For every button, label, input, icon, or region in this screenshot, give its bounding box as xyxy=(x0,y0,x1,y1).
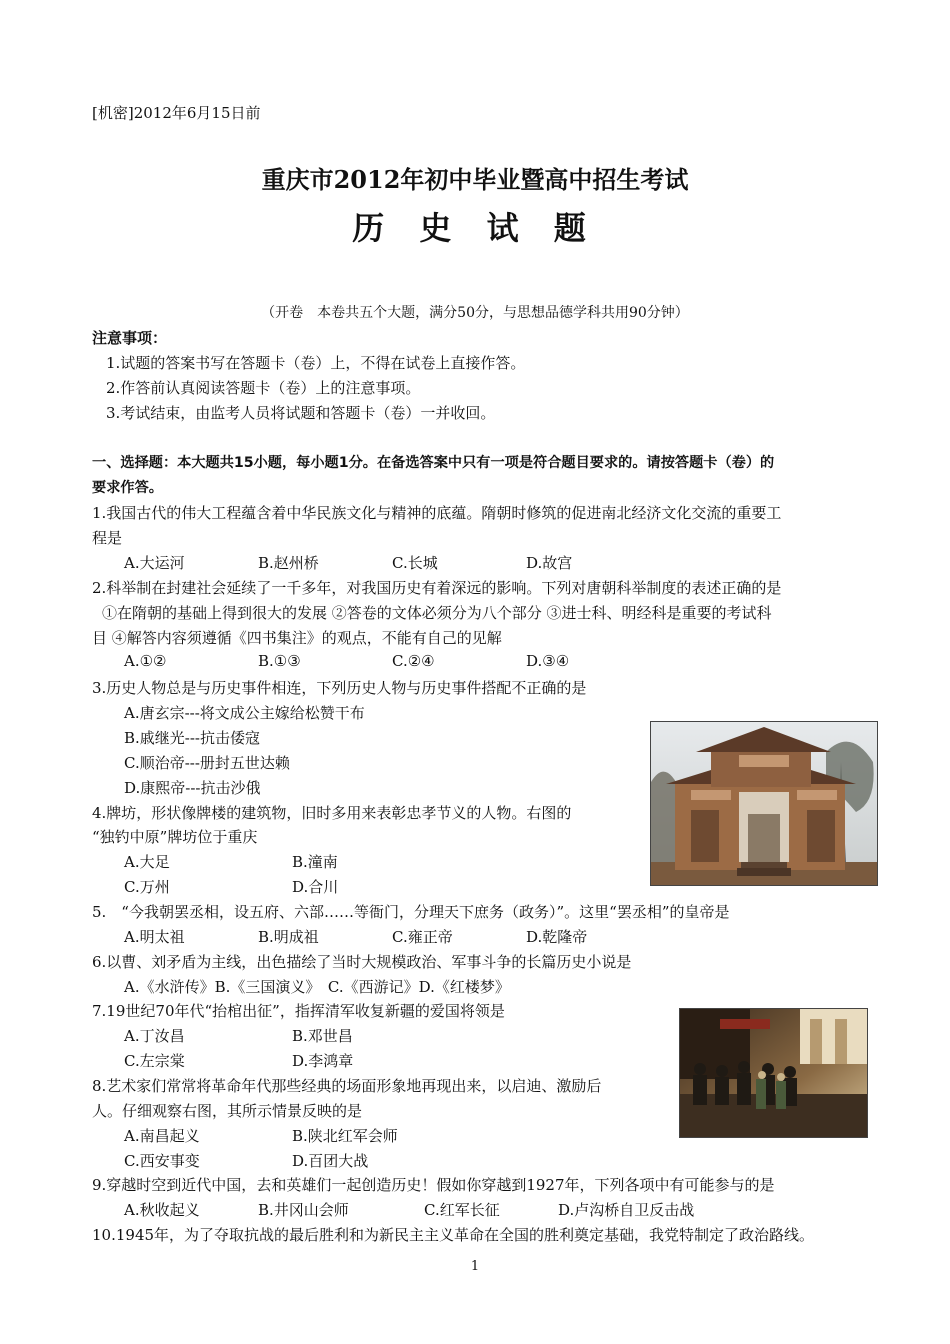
option: C.万州 xyxy=(124,878,170,896)
option: B.潼南 xyxy=(292,853,338,871)
question-7: 7.19世纪70年代“抬棺出征”，指挥清军收复新疆的爱国将领是 xyxy=(92,1002,505,1020)
section-heading-cont: 要求作答。 xyxy=(92,480,163,496)
question-2-cont: ①在隋朝的基础上得到很大的发展 ②答卷的文体必须分为八个部分 ③进士科、明经科是重要的考试科 xyxy=(102,604,772,622)
option: A.大足 xyxy=(124,853,170,871)
option: C.②④ xyxy=(392,652,435,670)
option: A.①② xyxy=(124,652,167,670)
option: C.红军长征 xyxy=(424,1201,500,1219)
option: C.雍正帝 xyxy=(392,928,453,946)
secret-header: [机密]2012年6月15日前 xyxy=(92,104,261,122)
paifang-photo xyxy=(650,721,878,886)
option: D.卢沟桥自卫反击战 xyxy=(558,1201,695,1219)
option: D.乾隆帝 xyxy=(526,928,588,946)
option: A.秋收起义 xyxy=(124,1201,200,1219)
question-4-cont: “独钓中原”牌坊位于重庆 xyxy=(92,828,258,846)
option: A.明太祖 xyxy=(124,928,185,946)
option: D.③④ xyxy=(526,652,570,670)
option: C.顺治帝---册封五世达赖 xyxy=(124,754,290,772)
exam-title: 重庆市2012年初中毕业暨高中招生考试 xyxy=(261,165,689,194)
notice-item: 1.试题的答案书写在答题卡（卷）上，不得在试卷上直接作答。 xyxy=(106,354,526,372)
option: D.合川 xyxy=(292,878,339,896)
option: D.百团大战 xyxy=(292,1152,369,1170)
option: A.丁汝昌 xyxy=(124,1027,185,1045)
question-8-cont: 人。仔细观察右图，其所示情景反映的是 xyxy=(92,1102,363,1120)
revolution-painting xyxy=(679,1008,868,1138)
question-9: 9.穿越时空到近代中国，去和英雄们一起创造历史！假如你穿越到1927年，下列各项中有可能参与的是 xyxy=(92,1176,775,1194)
question-6: 6.以曹、刘矛盾为主线，出色描绘了当时大规模政治、军事斗争的长篇历史小说是 xyxy=(92,953,632,971)
option: D.康熙帝---抗击沙俄 xyxy=(124,779,261,797)
section-heading: 一、选择题：本大题共15小题，每小题1分。在备选答案中只有一项是符合题目要求的。请按答题卡（卷）的 xyxy=(92,455,775,471)
option: D.李鸿章 xyxy=(292,1052,354,1070)
option: B.陕北红军会师 xyxy=(292,1127,398,1145)
exam-subtitle: （开卷 本卷共五个大题，满分50分，与思想品德学科共用90分钟） xyxy=(261,305,689,321)
option: B.①③ xyxy=(258,652,301,670)
option: A.唐玄宗---将文成公主嫁给松赞干布 xyxy=(124,704,365,722)
option: B.明成祖 xyxy=(258,928,319,946)
notice-heading: 注意事项： xyxy=(92,329,168,347)
notice-item: 2.作答前认真阅读答题卡（卷）上的注意事项。 xyxy=(106,379,421,397)
question-2-cont: 目 ④解答内容须遵循《四书集注》的观点，不能有自己的见解 xyxy=(92,629,502,647)
option: B.赵州桥 xyxy=(258,554,319,572)
option: B.邓世昌 xyxy=(292,1027,353,1045)
question-4: 4.牌坊，形状像牌楼的建筑物，旧时多用来表彰忠孝节义的人物。右图的 xyxy=(92,804,572,822)
question-8: 8.艺术家们常常将革命年代那些经典的场面形象地再现出来，以启迪、激励后 xyxy=(92,1077,602,1095)
question-10: 10.1945年，为了夺取抗战的最后胜利和为新民主主义革命在全国的胜利奠定基础，我党特制定了政治路线。 xyxy=(92,1226,815,1244)
option: D.故宫 xyxy=(526,554,573,572)
question-5: 5. “今我朝罢丞相，设五府、六部……等衙门，分理天下庶务（政务）”。这里“罢丞相”的皇帝是 xyxy=(92,903,730,921)
page-number: 1 xyxy=(470,1259,480,1274)
option: C.左宗棠 xyxy=(124,1052,185,1070)
question-1: 1.我国古代的伟大工程蕴含着中华民族文化与精神的底蕴。隋朝时修筑的促进南北经济文化交流的重要工 xyxy=(92,504,782,522)
question-3: 3.历史人物总是与历史事件相连，下列历史人物与历史事件搭配不正确的是 xyxy=(92,679,587,697)
option: B.井冈山会师 xyxy=(258,1201,349,1219)
notice-item: 3.考试结束，由监考人员将试题和答题卡（卷）一并收回。 xyxy=(106,404,496,422)
option: C.长城 xyxy=(392,554,438,572)
question-2: 2.科举制在封建社会延续了一千多年，对我国历史有着深远的影响。下列对唐朝科举制度的表述正确的是 xyxy=(92,579,782,597)
option: A.南昌起义 xyxy=(124,1127,200,1145)
subject-title: 历 史 试 题 xyxy=(352,209,598,247)
option: C.西安事变 xyxy=(124,1152,200,1170)
question-1-cont: 程是 xyxy=(92,529,123,547)
options-line: A.《水浒传》B.《三国演义》 C.《西游记》D.《红楼梦》 xyxy=(124,978,510,996)
option: A.大运河 xyxy=(124,554,185,572)
option: B.戚继光---抗击倭寇 xyxy=(124,729,260,747)
